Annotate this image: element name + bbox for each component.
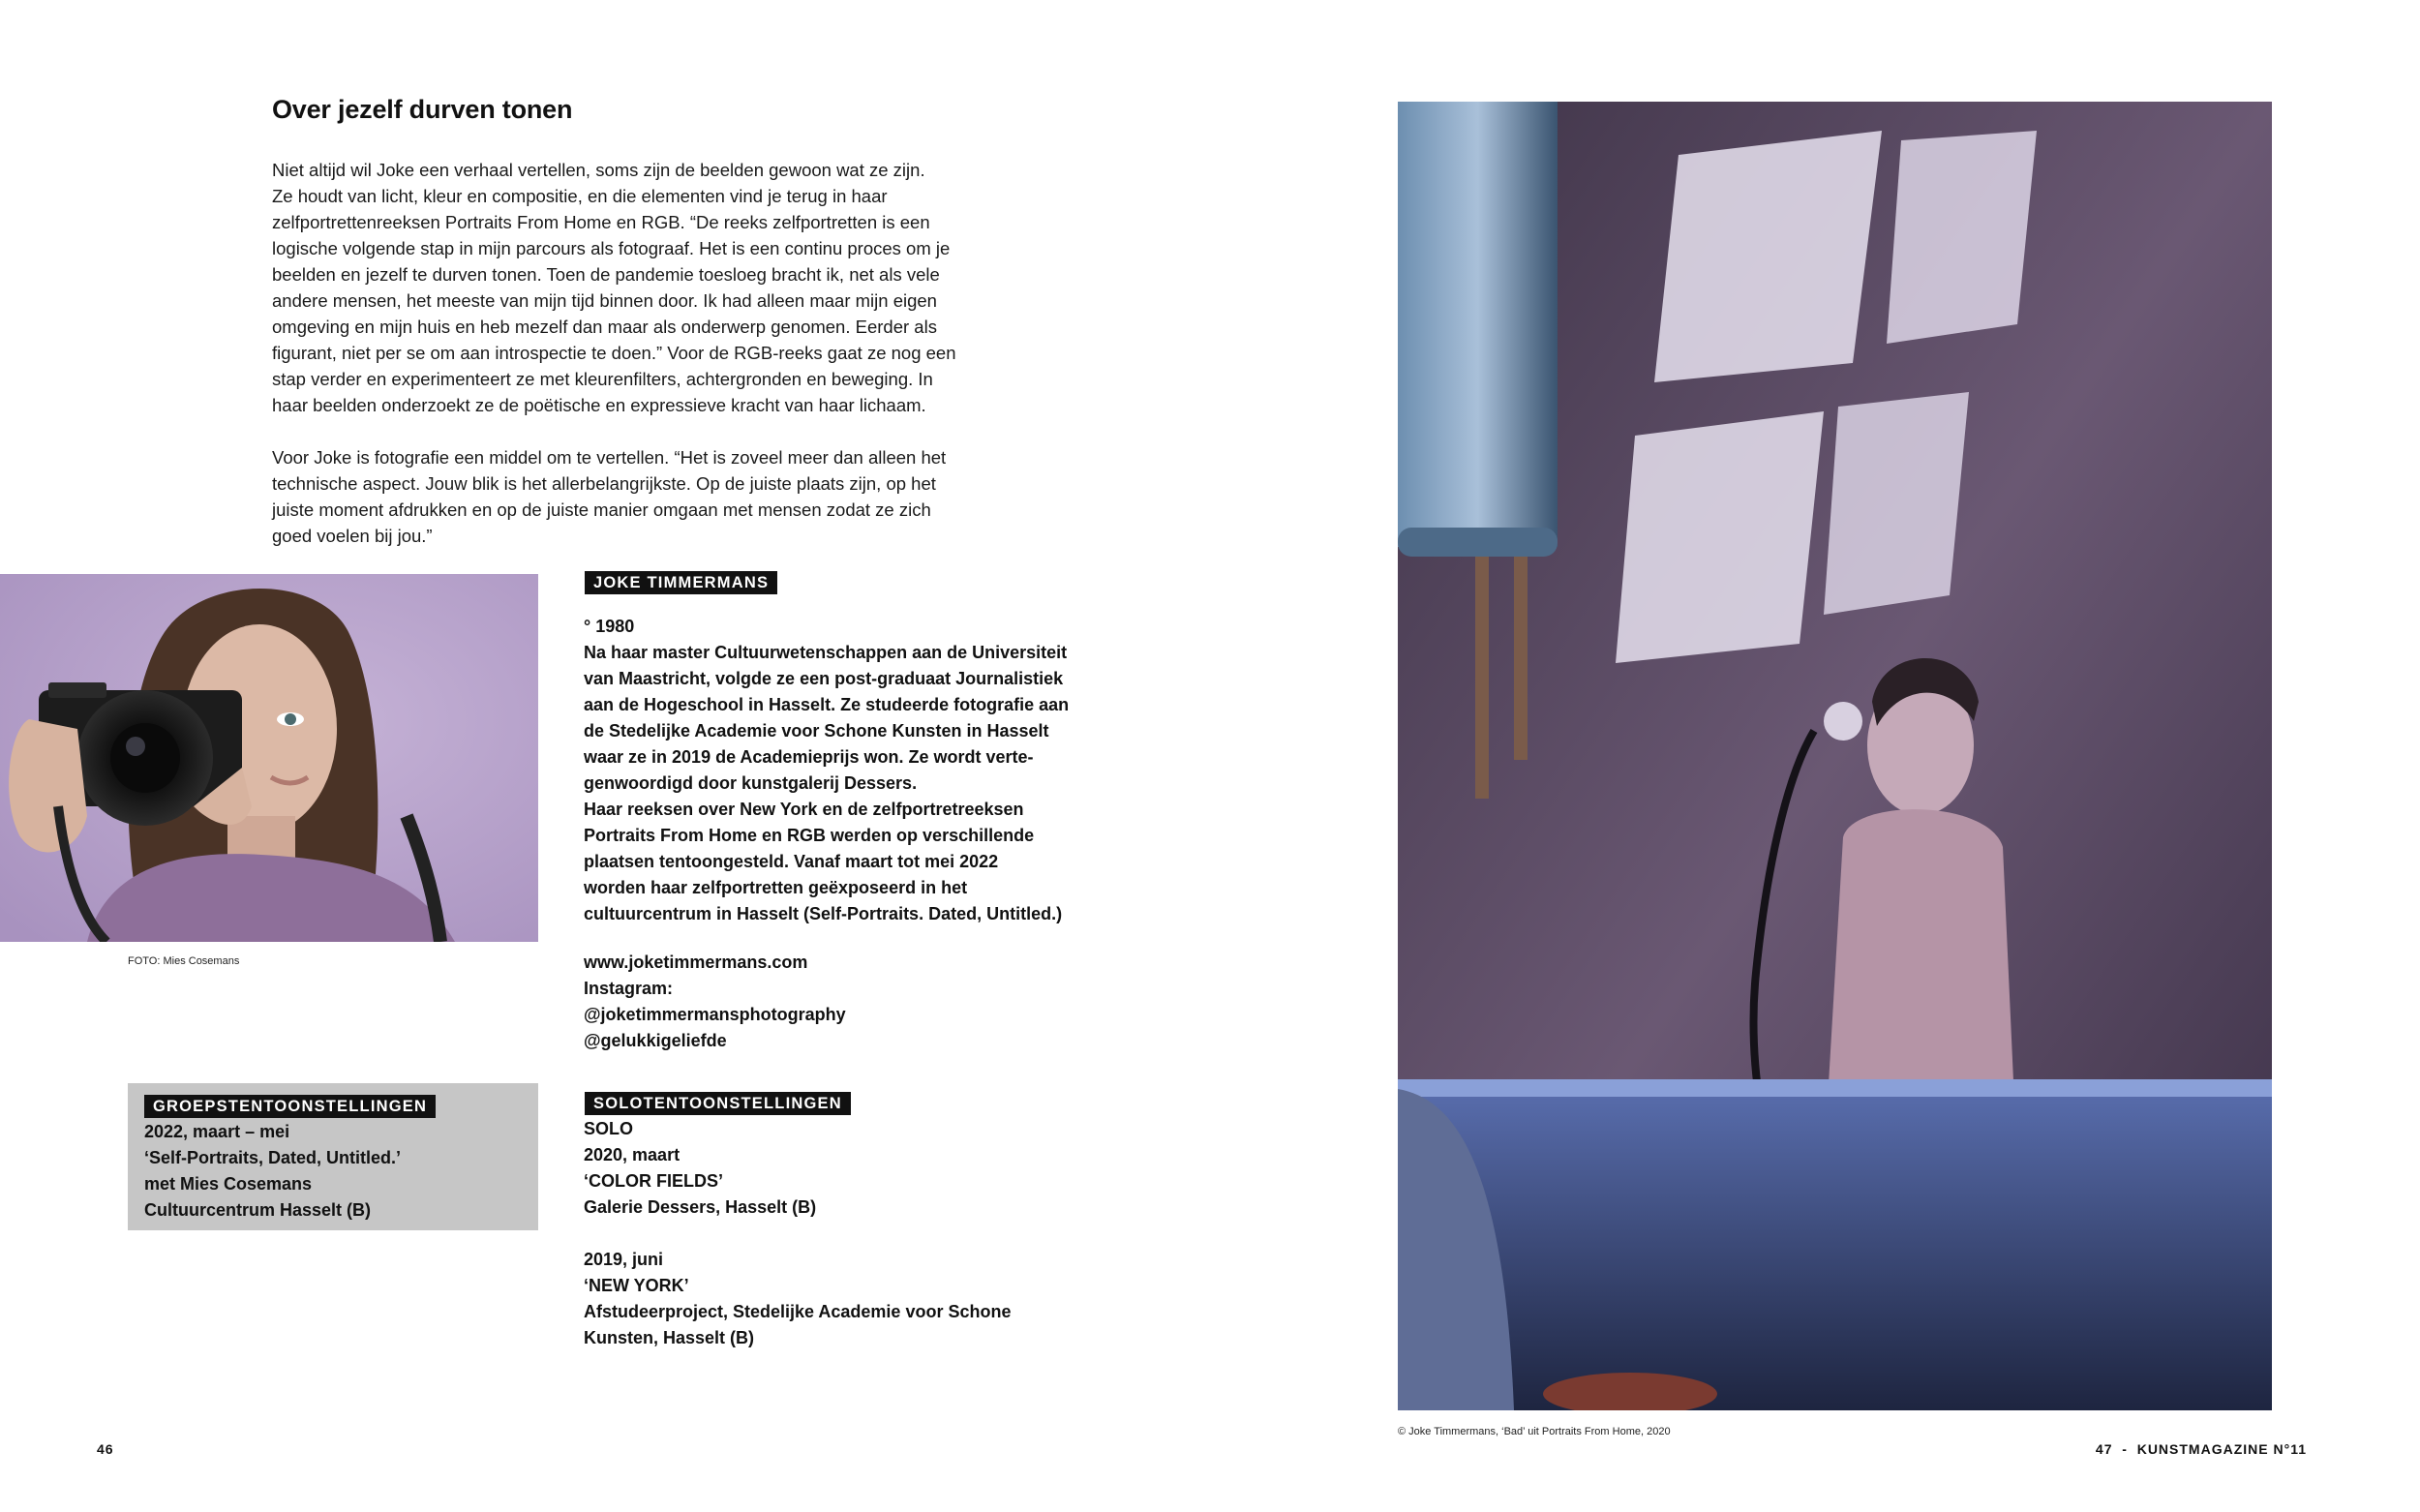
instagram-handle-link[interactable]: @joketimmermansphotography bbox=[584, 1005, 846, 1024]
text-line: omgeving en mijn huis en heb mezelf dan maar als onderwerp genomen. Eerder als bbox=[272, 317, 937, 337]
bio-line: waar ze in 2019 de Academieprijs won. Ze wordt verte- bbox=[584, 747, 1034, 767]
text-line: zelfportrettenreeksen Portraits From Home en RGB. “De reeks zelfportretten is een bbox=[272, 212, 930, 232]
text-line: logische volgende stap in mijn parcours als fotograaf. Het is een continu proces om je bbox=[272, 238, 951, 258]
instagram-label: Instagram: bbox=[584, 979, 674, 998]
article-heading: Over jezelf durven tonen bbox=[272, 95, 573, 124]
exhibition-line: Afstudeerproject, Stedelijke Academie voor Schone bbox=[584, 1302, 1012, 1321]
exhibition-line: 2019, juni bbox=[584, 1250, 664, 1269]
solo-exhibitions-tag: SOLOTENTOONSTELLINGEN bbox=[585, 1092, 851, 1115]
bio-line: de Stedelijke Academie voor Schone Kunsten in Hasselt bbox=[584, 721, 1049, 741]
text-line: beelden en jezelf te durven tonen. Toen de pandemie toesloeg bracht ik, net als vele bbox=[272, 264, 940, 285]
exhibition-line: Kunsten, Hasselt (B) bbox=[584, 1328, 755, 1347]
bio-line: Portraits From Home en RGB werden op verschillende bbox=[584, 826, 1035, 845]
article-paragraph-1 bbox=[272, 157, 956, 418]
group-exhibitions-tag: GROEPSTENTOONSTELLINGEN bbox=[144, 1095, 436, 1118]
text-line: Ze houdt van licht, kleur en compositie, en die elementen vind je terug in haar bbox=[272, 186, 888, 206]
text-line: goed voelen bij jou.” bbox=[272, 526, 433, 546]
text-line: haar beelden onderzoekt ze de poëtische en expressieve kracht van haar lichaam. bbox=[272, 395, 926, 415]
text-line: Niet altijd wil Joke een verhaal vertellen, soms zijn de beelden gewoon wat ze zijn. bbox=[272, 160, 925, 180]
bio-line: aan de Hogeschool in Hasselt. Ze studeerde fotografie aan bbox=[584, 695, 1070, 714]
bio-tag: JOKE TIMMERMANS bbox=[585, 571, 777, 594]
article-paragraph-2 bbox=[272, 444, 950, 549]
solo-exhibitions-block-2 bbox=[584, 1247, 1126, 1351]
text-line: Voor Joke is fotografie een middel om te vertellen. “Het is zoveel meer dan alleen het bbox=[272, 447, 947, 468]
page-number-left: 46 bbox=[97, 1441, 114, 1457]
main-photo-caption: © Joke Timmermans, ‘Bad’ uit Portraits From Home, 2020 bbox=[1398, 1426, 1671, 1437]
text-line: andere mensen, het meeste van mijn tijd binnen door. Ik had alleen maar mijn eigen bbox=[272, 290, 937, 311]
exhibition-line: 2022, maart – mei bbox=[144, 1122, 290, 1141]
solo-exhibitions-block-1 bbox=[584, 1116, 1126, 1221]
exhibition-line: 2020, maart bbox=[584, 1145, 681, 1164]
bio-line: genwoordigd door kunstgalerij Dessers. bbox=[584, 773, 918, 793]
portrait-illustration bbox=[0, 574, 538, 942]
page-number-right: 47 - KUNSTMAGAZINE N°11 bbox=[2095, 1441, 2307, 1457]
bio-links bbox=[584, 950, 1126, 1054]
solo-tag-wrapper bbox=[585, 1092, 851, 1115]
exhibition-line: Cultuurcentrum Hasselt (B) bbox=[144, 1200, 372, 1220]
text-line: stap verder en experimenteert ze met kleurenfilters, achtergronden en beweging. In bbox=[272, 369, 933, 389]
exhibition-line: met Mies Cosemans bbox=[144, 1174, 313, 1194]
bio-line: plaatsen tentoongesteld. Vanaf maart tot mei 2022 bbox=[584, 852, 999, 871]
bio-line: cultuurcentrum in Hasselt (Self-Portraits. Dated, Untitled.) bbox=[584, 904, 1063, 923]
bio-tag-wrapper bbox=[585, 571, 777, 594]
bio-line: worden haar zelfportretten geëxposeerd in het bbox=[584, 878, 968, 897]
website-link[interactable]: www.joketimmermans.com bbox=[584, 953, 808, 972]
group-exhibitions-text bbox=[144, 1119, 401, 1224]
exhibition-line: ‘NEW YORK’ bbox=[584, 1276, 689, 1295]
portrait-photo bbox=[0, 574, 538, 942]
text-line: juiste moment afdrukken en op de juiste manier omgaan met mensen zodat ze zich bbox=[272, 499, 931, 520]
bio-line: ° 1980 bbox=[584, 617, 635, 636]
bio-text bbox=[584, 614, 1126, 927]
main-photo bbox=[1398, 102, 2272, 1410]
group-exhibitions-box bbox=[128, 1083, 538, 1230]
bio-line: Haar reeksen over New York en de zelfportretreeksen bbox=[584, 800, 1024, 819]
exhibition-line: SOLO bbox=[584, 1119, 634, 1138]
instagram-handle-link[interactable]: @gelukkigeliefde bbox=[584, 1031, 727, 1050]
text-line: figurant, niet per se om aan introspectie te doen.” Voor de RGB-reeks gaat ze nog een bbox=[272, 343, 956, 363]
portrait-caption: FOTO: Mies Cosemans bbox=[128, 955, 240, 967]
text-line: technische aspect. Jouw blik is het allerbelangrijkste. Op de juiste plaats zijn, op het bbox=[272, 473, 936, 494]
bio-line: van Maastricht, volgde ze een post-graduaat Journalistiek bbox=[584, 669, 1064, 688]
exhibition-line: ‘COLOR FIELDS’ bbox=[584, 1171, 723, 1191]
exhibition-line: Galerie Dessers, Hasselt (B) bbox=[584, 1197, 817, 1217]
bath-photo-illustration bbox=[1398, 102, 2272, 1410]
bio-line: Na haar master Cultuurwetenschappen aan de Universiteit bbox=[584, 643, 1068, 662]
exhibition-line: ‘Self-Portraits, Dated, Untitled.’ bbox=[144, 1148, 402, 1167]
